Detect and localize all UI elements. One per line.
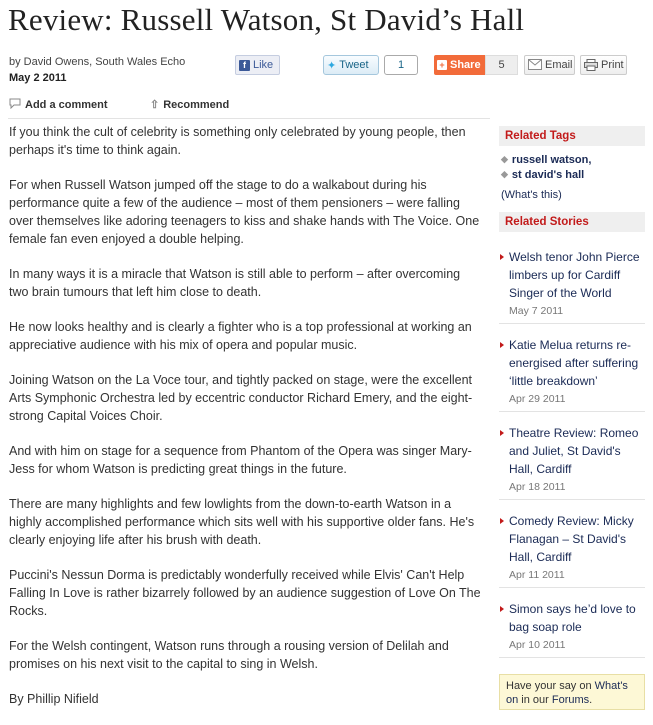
- sayso-prefix: Have your say on: [506, 680, 595, 692]
- envelope-icon: [528, 59, 542, 71]
- tag-list: [499, 146, 645, 182]
- article-signoff: By Phillip Nifield: [9, 692, 99, 706]
- story-link[interactable]: Welsh tenor John Pierce limbers up for Cardiff Singer of the World: [509, 250, 640, 300]
- story-item: [499, 500, 645, 588]
- story-link[interactable]: Comedy Review: Micky Flanagan – St David's Hall, Cardiff: [509, 514, 634, 564]
- arrow-right-icon: [500, 342, 504, 348]
- add-comment-label: Add a comment: [25, 99, 108, 111]
- story-item: [499, 588, 645, 658]
- tweet-count: 1: [384, 55, 418, 75]
- tag-label: st david's hall: [511, 168, 585, 181]
- arrow-right-icon: [500, 254, 504, 260]
- up-arrow-icon: ⇧: [150, 99, 160, 111]
- tweet-label: Tweet: [339, 59, 369, 71]
- tag-item[interactable]: [501, 152, 643, 167]
- twitter-bird-icon: ✦: [327, 59, 337, 72]
- related-tags-heading: Related Tags: [499, 126, 645, 146]
- story-list: [499, 232, 645, 658]
- story-item: [499, 234, 645, 324]
- tag-icon: ◆: [501, 169, 508, 179]
- sidebar: [499, 126, 645, 658]
- whats-on-link[interactable]: What's on: [506, 680, 628, 706]
- print-button[interactable]: [580, 55, 627, 75]
- related-stories-heading: Related Stories: [499, 212, 645, 232]
- story-date: Apr 29 2011: [509, 393, 566, 405]
- author-line: by David Owens, South Wales Echo: [9, 56, 186, 68]
- tweet-button[interactable]: [323, 55, 379, 75]
- tag-item[interactable]: [501, 167, 643, 182]
- recommend-label: Recommend: [163, 98, 230, 111]
- divider: [8, 118, 490, 119]
- speech-bubble-icon: [9, 98, 21, 112]
- arrow-right-icon: [500, 606, 504, 612]
- like-label: Like: [253, 59, 274, 71]
- forums-link[interactable]: Forums: [551, 694, 590, 706]
- recommend-link[interactable]: [150, 98, 229, 111]
- whats-this-link[interactable]: (What's this): [501, 189, 562, 201]
- arrow-right-icon: [500, 430, 504, 436]
- publish-date: May 2 2011: [9, 72, 67, 84]
- byline: [9, 54, 185, 86]
- share-label: Share: [450, 59, 481, 71]
- printer-icon: [584, 59, 598, 71]
- article-paragraph: Joining Watson on the La Voce tour, and tightly packed on stage, were the excellent Arts Symphonic Orchestra led by eccentric conductor Richard Emery, and the eight-strong Capital Voices Choir.: [9, 373, 473, 423]
- add-comment-link[interactable]: [9, 98, 108, 112]
- plus-icon: +: [437, 60, 447, 70]
- story-date: Apr 18 2011: [509, 481, 566, 493]
- story-date: Apr 11 2011: [509, 569, 565, 581]
- share-button[interactable]: [434, 55, 485, 75]
- story-link[interactable]: Simon says he’d love to bag soap role: [509, 602, 636, 634]
- article-paragraph: There are many highlights and few lowlights from the down-to-earth Watson in a highly accomplished performance which sits well with his supportive older fans. He's clearly enjoying life after his brush with death.: [9, 497, 475, 547]
- story-date: May 7 2011: [509, 305, 564, 317]
- sayso-middle: in our: [518, 694, 552, 706]
- article-body: [9, 123, 483, 725]
- sayso-suffix: .: [589, 694, 593, 706]
- page-title: Review: Russell Watson, St David’s Hall: [8, 2, 525, 37]
- article-paragraph: And with him on stage for a sequence from Phantom of the Opera was singer Mary-Jess for whom Watson is predicting great things in the future.: [9, 444, 472, 476]
- share-count: 5: [485, 55, 518, 75]
- article-paragraph: If you think the cult of celebrity is something only celebrated by young people, then perhaps it's time to think again.: [9, 125, 466, 157]
- story-item: [499, 412, 645, 500]
- tag-label: russell watson,: [511, 153, 592, 166]
- print-label: Print: [601, 59, 624, 71]
- facebook-icon: f: [239, 60, 250, 71]
- have-your-say-box: [499, 674, 645, 710]
- tag-icon: ◆: [501, 154, 508, 164]
- story-link[interactable]: Katie Melua returns re-energised after suffering ‘little breakdown’: [509, 338, 639, 388]
- article-paragraph: In many ways it is a miracle that Watson is still able to perform – after overcoming two brain tumours that left him close to death.: [9, 267, 461, 299]
- email-label: Email: [545, 59, 573, 71]
- article-paragraph: For when Russell Watson jumped off the stage to do a walkabout during his performance quite a few of the audience – most of them pensioners – were falling over themselves like adoring teenagers to kiss and shake hands with The Voice. One female fan even enjoyed a double helping.: [9, 178, 480, 246]
- facebook-like-button[interactable]: [235, 55, 280, 75]
- article-paragraph: Puccini's Nessun Dorma is predictably wonderfully received while Elvis' Can't Help Falling In Love is rather bizarrely followed by an audience suggestion of Love On The Rocks.: [9, 568, 481, 618]
- story-link[interactable]: Theatre Review: Romeo and Juliet, St David's Hall, Cardiff: [509, 426, 639, 476]
- arrow-right-icon: [500, 518, 504, 524]
- story-date: Apr 10 2011: [509, 639, 566, 651]
- article-paragraph: For the Welsh contingent, Watson runs through a rousing version of Delilah and promises on his next visit to the capital to sing in Welsh.: [9, 639, 449, 671]
- article-paragraph: He now looks healthy and is clearly a fighter who is a top professional at working an appreciative audience with his mix of opera and popular music.: [9, 320, 472, 352]
- story-item: [499, 324, 645, 412]
- email-button[interactable]: [524, 55, 575, 75]
